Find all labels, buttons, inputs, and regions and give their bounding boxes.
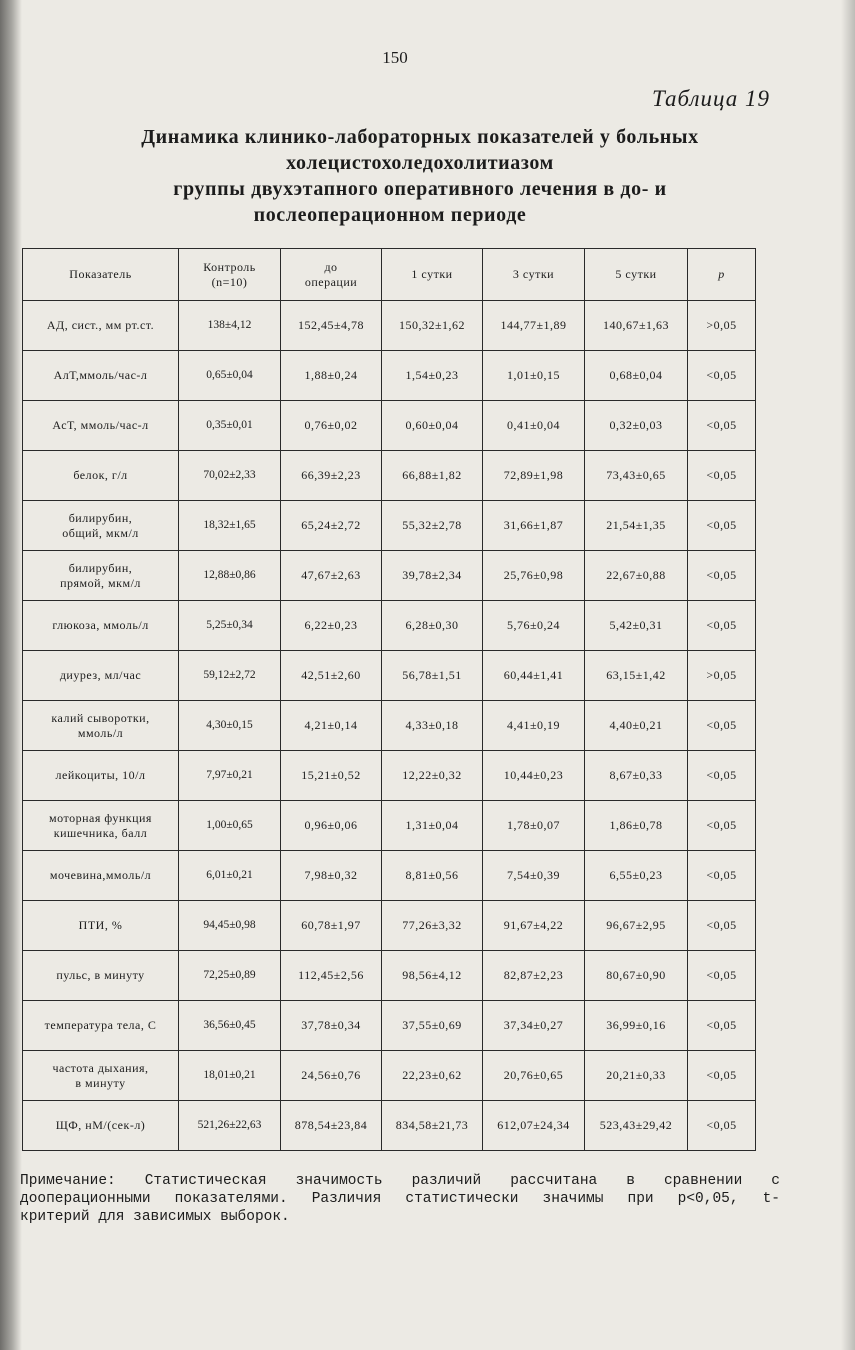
note-line: дооперационными показателями. Различия статистически значимы при p<0,05, t- (20, 1191, 780, 1207)
title-line: Динамика клинико-лабораторных показателей у больных (141, 126, 699, 148)
cell-day5: 36,99±0,16 (585, 1001, 688, 1051)
cell-indicator (23, 801, 179, 851)
indicator-line1: частота дыхания, (52, 1060, 149, 1075)
cell-control: 0,35±0,01 (179, 401, 281, 451)
table-row (23, 351, 756, 401)
cell-day3: 31,66±1,87 (483, 501, 585, 551)
header-day3: 3 сутки (483, 249, 585, 301)
cell-control: 5,25±0,34 (179, 601, 281, 651)
cell-before-surgery: 7,98±0,32 (281, 851, 382, 901)
cell-day5: 73,43±0,65 (585, 451, 688, 501)
cell-before-surgery: 47,67±2,63 (281, 551, 382, 601)
cell-indicator (23, 751, 179, 801)
cell-before-surgery: 112,45±2,56 (281, 951, 382, 1001)
cell-before-surgery: 15,21±0,52 (281, 751, 382, 801)
note-line: Примечание: Статистическая значимость различий рассчитана в сравнении с (20, 1173, 780, 1189)
cell-day5: 523,43±29,42 (585, 1101, 688, 1151)
cell-day3: 60,44±1,41 (483, 651, 585, 701)
cell-control: 4,30±0,15 (179, 701, 281, 751)
cell-p: >0,05 (688, 301, 756, 351)
indicator-line1: билирубин, (68, 510, 133, 525)
cell-day3: 82,87±2,23 (483, 951, 585, 1001)
table-row (23, 1051, 756, 1101)
cell-day3: 25,76±0,98 (483, 551, 585, 601)
cell-p: <0,05 (688, 1101, 756, 1151)
indicator-line2: общий, мкм/л (62, 525, 139, 540)
cell-p: <0,05 (688, 1051, 756, 1101)
indicator-line1: моторная функция (49, 810, 152, 825)
cell-day5: 8,67±0,33 (585, 751, 688, 801)
cell-control: 12,88±0,86 (179, 551, 281, 601)
cell-p: <0,05 (688, 551, 756, 601)
cell-before-surgery: 0,96±0,06 (281, 801, 382, 851)
cell-day1: 8,81±0,56 (382, 851, 483, 901)
cell-before-surgery: 878,54±23,84 (281, 1101, 382, 1151)
cell-p: <0,05 (688, 501, 756, 551)
indicator-line2: прямой, мкм/л (60, 575, 141, 590)
cell-day1: 6,28±0,30 (382, 601, 483, 651)
cell-control: 36,56±0,45 (179, 1001, 281, 1051)
indicator-line1: АсТ, ммоль/час-л (52, 418, 149, 432)
cell-indicator (23, 501, 179, 551)
table-row (23, 401, 756, 451)
cell-control: 7,97±0,21 (179, 751, 281, 801)
cell-day5: 5,42±0,31 (585, 601, 688, 651)
cell-day1: 834,58±21,73 (382, 1101, 483, 1151)
cell-day3: 10,44±0,23 (483, 751, 585, 801)
cell-day3: 612,07±24,34 (483, 1101, 585, 1151)
indicator-line1: глюкоза, ммоль/л (52, 618, 149, 632)
table-row (23, 801, 756, 851)
indicator-line1: лейкоциты, 10/л (55, 768, 146, 782)
cell-before-surgery: 42,51±2,60 (281, 651, 382, 701)
table-label: Таблица 19 (651, 86, 770, 111)
table-row (23, 501, 756, 551)
cell-control: 70,02±2,33 (179, 451, 281, 501)
cell-indicator (23, 551, 179, 601)
table-note (20, 1172, 780, 1226)
cell-day1: 12,22±0,32 (382, 751, 483, 801)
cell-indicator (23, 701, 179, 751)
cell-day5: 6,55±0,23 (585, 851, 688, 901)
header-before-line2: операции (304, 274, 358, 289)
cell-day3: 144,77±1,89 (483, 301, 585, 351)
cell-control: 1,00±0,65 (179, 801, 281, 851)
cell-day3: 1,78±0,07 (483, 801, 585, 851)
cell-control: 0,65±0,04 (179, 351, 281, 401)
cell-p: <0,05 (688, 801, 756, 851)
cell-day5: 22,67±0,88 (585, 551, 688, 601)
page-edge-shadow-right (841, 0, 855, 1350)
indicator-line1: АлТ,ммоль/час-л (53, 368, 148, 382)
cell-day5: 96,67±2,95 (585, 901, 688, 951)
cell-day5: 1,86±0,78 (585, 801, 688, 851)
cell-day3: 0,41±0,04 (483, 401, 585, 451)
title-line: группы двухэтапного оперативного лечения в до- и (173, 178, 667, 200)
page-edge-shadow (0, 0, 22, 1350)
cell-day1: 56,78±1,51 (382, 651, 483, 701)
cell-p: <0,05 (688, 851, 756, 901)
header-day1: 1 сутки (382, 249, 483, 301)
table-row (23, 1101, 756, 1151)
cell-day5: 63,15±1,42 (585, 651, 688, 701)
cell-indicator (23, 951, 179, 1001)
note-line: критерий для зависимых выборок. (20, 1209, 290, 1225)
cell-before-surgery: 6,22±0,23 (281, 601, 382, 651)
indicator-line1: калий сыворотки, (51, 710, 150, 725)
title-line: послеоперационном периоде (253, 204, 527, 226)
indicator-line1: ПТИ, % (78, 918, 123, 932)
table-row (23, 651, 756, 701)
cell-day3: 5,76±0,24 (483, 601, 585, 651)
table-row (23, 901, 756, 951)
indicator-line1: билирубин, (68, 560, 133, 575)
indicator-line2: ммоль/л (77, 725, 124, 740)
table-row (23, 1001, 756, 1051)
cell-day5: 80,67±0,90 (585, 951, 688, 1001)
cell-day1: 0,60±0,04 (382, 401, 483, 451)
title-line: холецистохоледохолитиазом (286, 152, 554, 174)
cell-p: <0,05 (688, 901, 756, 951)
cell-before-surgery: 152,45±4,78 (281, 301, 382, 351)
cell-indicator (23, 1101, 179, 1151)
cell-before-surgery: 37,78±0,34 (281, 1001, 382, 1051)
indicator-line1: белок, г/л (73, 468, 128, 482)
cell-indicator (23, 401, 179, 451)
header-control-line1: Контроль (203, 259, 256, 274)
cell-day1: 39,78±2,34 (382, 551, 483, 601)
cell-day3: 72,89±1,98 (483, 451, 585, 501)
cell-day1: 22,23±0,62 (382, 1051, 483, 1101)
header-indicator: Показатель (23, 249, 179, 301)
cell-day3: 20,76±0,65 (483, 1051, 585, 1101)
indicator-line1: ЩФ, нМ/(сек-л) (55, 1118, 146, 1132)
cell-before-surgery: 0,76±0,02 (281, 401, 382, 451)
cell-day1: 150,32±1,62 (382, 301, 483, 351)
cell-indicator (23, 651, 179, 701)
cell-day5: 4,40±0,21 (585, 701, 688, 751)
cell-before-surgery: 1,88±0,24 (281, 351, 382, 401)
cell-p: <0,05 (688, 951, 756, 1001)
indicator-line1: мочевина,ммоль/л (49, 868, 152, 882)
cell-day5: 20,21±0,33 (585, 1051, 688, 1101)
cell-control: 18,01±0,21 (179, 1051, 281, 1101)
cell-p: <0,05 (688, 751, 756, 801)
table-row (23, 601, 756, 651)
cell-control: 521,26±22,63 (179, 1101, 281, 1151)
cell-indicator (23, 851, 179, 901)
cell-control: 18,32±1,65 (179, 501, 281, 551)
cell-day5: 0,32±0,03 (585, 401, 688, 451)
cell-control: 94,45±0,98 (179, 901, 281, 951)
cell-indicator (23, 451, 179, 501)
cell-control: 59,12±2,72 (179, 651, 281, 701)
table-row (23, 451, 756, 501)
cell-day1: 4,33±0,18 (382, 701, 483, 751)
indicator-line1: пульс, в минуту (56, 968, 145, 982)
cell-before-surgery: 24,56±0,76 (281, 1051, 382, 1101)
cell-day1: 77,26±3,32 (382, 901, 483, 951)
header-day5: 5 сутки (585, 249, 688, 301)
table-title (40, 124, 800, 228)
cell-day1: 98,56±4,12 (382, 951, 483, 1001)
cell-before-surgery: 60,78±1,97 (281, 901, 382, 951)
cell-day3: 37,34±0,27 (483, 1001, 585, 1051)
cell-day3: 91,67±4,22 (483, 901, 585, 951)
cell-p: <0,05 (688, 451, 756, 501)
cell-p: <0,05 (688, 701, 756, 751)
data-table (22, 248, 756, 1151)
cell-control: 138±4,12 (179, 301, 281, 351)
cell-indicator (23, 1051, 179, 1101)
header-before-line1: до (324, 259, 338, 274)
cell-indicator (23, 901, 179, 951)
cell-day3: 7,54±0,39 (483, 851, 585, 901)
cell-before-surgery: 4,21±0,14 (281, 701, 382, 751)
header-control-line2: (n=10) (211, 274, 248, 289)
cell-control: 6,01±0,21 (179, 851, 281, 901)
cell-day1: 66,88±1,82 (382, 451, 483, 501)
cell-p: >0,05 (688, 651, 756, 701)
header-row (23, 249, 756, 301)
table-row (23, 701, 756, 751)
cell-p: <0,05 (688, 351, 756, 401)
cell-day3: 4,41±0,19 (483, 701, 585, 751)
cell-p: <0,05 (688, 601, 756, 651)
cell-day1: 37,55±0,69 (382, 1001, 483, 1051)
page-number: 150 (382, 48, 408, 67)
cell-control: 72,25±0,89 (179, 951, 281, 1001)
table-row (23, 851, 756, 901)
cell-day3: 1,01±0,15 (483, 351, 585, 401)
header-control (179, 249, 281, 301)
cell-day1: 1,54±0,23 (382, 351, 483, 401)
cell-p: <0,05 (688, 401, 756, 451)
table-row (23, 301, 756, 351)
indicator-line1: диурез, мл/час (59, 668, 142, 682)
header-p: p (688, 249, 756, 301)
cell-indicator (23, 351, 179, 401)
cell-day5: 140,67±1,63 (585, 301, 688, 351)
cell-day1: 1,31±0,04 (382, 801, 483, 851)
cell-p: <0,05 (688, 1001, 756, 1051)
cell-day5: 0,68±0,04 (585, 351, 688, 401)
indicator-line1: АД, сист., мм рт.ст. (46, 318, 155, 332)
cell-indicator (23, 1001, 179, 1051)
cell-indicator (23, 601, 179, 651)
table-row (23, 751, 756, 801)
cell-day1: 55,32±2,78 (382, 501, 483, 551)
cell-before-surgery: 65,24±2,72 (281, 501, 382, 551)
cell-indicator (23, 301, 179, 351)
indicator-line2: кишечника, балл (53, 825, 148, 840)
table-row (23, 551, 756, 601)
header-before-surgery (281, 249, 382, 301)
cell-before-surgery: 66,39±2,23 (281, 451, 382, 501)
table-row (23, 951, 756, 1001)
cell-day5: 21,54±1,35 (585, 501, 688, 551)
indicator-line1: температура тела, С (44, 1018, 157, 1032)
indicator-line2: в минуту (75, 1075, 126, 1090)
